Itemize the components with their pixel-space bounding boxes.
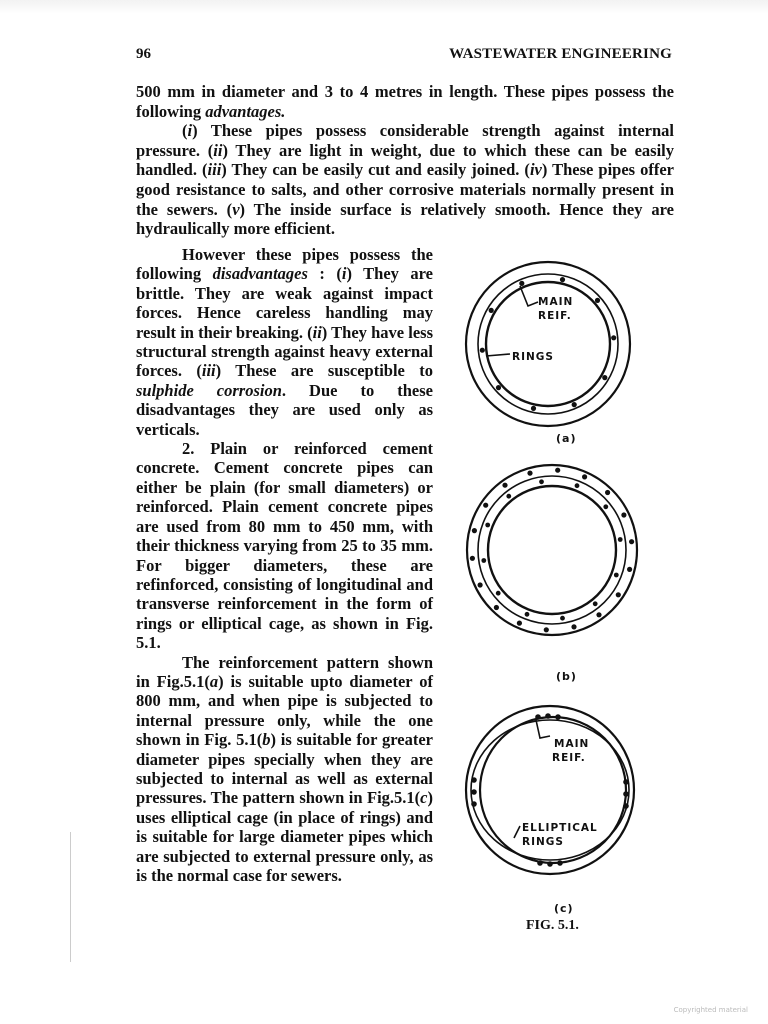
italic-run: i: [341, 264, 347, 284]
label-reif-c: REIF.: [552, 752, 586, 764]
reinforcement-bar: [535, 714, 541, 720]
text-run: ) uses elliptical cage (in place of rings) and is suitable for large diameter pipes which are subjected to external pressure only, as is the normal case for sewers.: [136, 788, 433, 885]
reinforcement-bar: [560, 616, 565, 621]
label-main-c: MAIN: [554, 738, 590, 750]
running-head: WASTEWATER ENGINEERING: [449, 46, 672, 62]
figure-5-1: [462, 250, 652, 950]
reinforcement-bar: [494, 605, 499, 610]
reinforcement-bar: [478, 582, 483, 587]
text-run: ) They have less structural strength against heavy external forces. (: [136, 322, 433, 381]
caption-b: (b): [556, 670, 577, 683]
paragraph-advantages: [136, 121, 674, 239]
italic-run: disadvantages: [212, 264, 308, 284]
text-run: ) is suitable for greater diameter pipes specially when they are subjected to internal as well as external pressures. The pattern shown in Fig.5.1(: [136, 730, 433, 808]
italic-run: sulphide corrosion: [136, 380, 282, 400]
scan-edge: [0, 0, 768, 14]
reinforcement-bar: [593, 601, 598, 606]
page-header: [136, 46, 672, 68]
label-reif-a: REIF.: [538, 310, 572, 322]
reinforcement-bar: [623, 779, 629, 785]
reinforcement-bar: [621, 512, 626, 517]
reinforcement-dots-b: [470, 468, 634, 633]
reinforcement-bar: [525, 612, 530, 617]
italic-run: v: [232, 199, 240, 219]
reinforcement-bar: [545, 713, 551, 719]
text-run: ) They are light in weight, due to which these can be easily handled. (: [136, 140, 674, 180]
text-run: . Due to these disadvantages they are used only as verticals.: [136, 380, 433, 439]
reinforcement-bar: [544, 627, 549, 632]
reinforcement-bar: [572, 402, 577, 407]
pipe-section-b: [467, 465, 637, 635]
reinforcement-bar: [517, 621, 522, 626]
italic-run: ii: [213, 140, 223, 160]
section-heading: 2. Plain or reinforced cement concrete.: [136, 439, 433, 478]
reinforcement-bar: [611, 335, 616, 340]
label-rings-c: RINGS: [522, 836, 564, 848]
leader-main-reif-a: [520, 286, 538, 306]
reinforcement-bar: [480, 348, 485, 353]
reinforcement-bar: [603, 504, 608, 509]
reinforcement-bar: [489, 308, 494, 313]
text-run: However these pipes possess the following: [136, 245, 433, 284]
reinforcement-bar: [614, 573, 619, 578]
leader-elliptical-c: [514, 826, 520, 838]
reinforcement-bar: [560, 277, 565, 282]
italic-run: i: [187, 121, 193, 141]
reinforcement-bar: [575, 483, 580, 488]
reinforcement-bar: [557, 860, 563, 866]
caption-c: (c): [554, 902, 574, 915]
text-run: ) These pipes offer good resistance to salts, and other corrosive materials normally present in the sewers. (: [136, 160, 675, 219]
paragraph-disadvantages: [136, 245, 433, 439]
figure-caption: FIG. 5.1.: [526, 918, 579, 933]
reinforcement-bar: [623, 791, 629, 797]
reinforcement-bar: [618, 537, 623, 542]
reinforcement-bar: [605, 490, 610, 495]
reinforcement-bar: [496, 385, 501, 390]
reinforcement-bar: [547, 861, 553, 867]
column-text: [136, 245, 433, 885]
reinforcement-bar: [623, 803, 629, 809]
reinforcement-bar: [595, 298, 600, 303]
paragraph-intro: 500 mm in diameter and 3 to 4 metres in length. These pipes possess the following advantages.: [136, 82, 674, 121]
reinforcement-bar: [470, 556, 475, 561]
text-run: ) The inside surface is relatively smooth. Hence they are hydraulically more efficient.: [136, 199, 675, 239]
reinforcement-bar: [502, 483, 507, 488]
reinforcement-bar: [531, 406, 536, 411]
paragraph-cement-concrete: 2. Plain or reinforced cement concrete. Cement concrete pipes can either be plain (for small diameters) or reinforced. Plain cement concrete pipes are used from 80 mm to 450 mm, with their thickness varying from 25 to 35 mm. For bigger diameters, these are refinforced, consisting of longitudinal and transverse reinforcement in the form of rings or elliptical cage, as shown in Fig. 5.1.: [136, 439, 433, 653]
label-main-a: MAIN: [538, 296, 574, 308]
text-run: : (: [307, 264, 342, 284]
text-run: ) is suitable upto diameter of 800 mm, and when pipe is subjected to internal pressure only, while the one shown in Fig. 5.1(: [136, 671, 433, 750]
reinforcement-bar: [519, 281, 524, 286]
reinforcement-bar: [596, 612, 601, 617]
reinforcement-bar: [483, 503, 488, 508]
italic-run: iii: [207, 160, 222, 180]
label-elliptical-c: ELLIPTICAL: [522, 822, 598, 834]
text-run: (: [182, 121, 188, 141]
leader-main-reif-c: [536, 720, 550, 738]
reinforcement-bar: [471, 777, 477, 783]
italic-run: b: [262, 730, 271, 750]
full-width-text: [136, 82, 674, 239]
reinforcement-bar: [555, 468, 560, 473]
reinforcement-bar: [571, 624, 576, 629]
reinforcement-bar: [582, 474, 587, 479]
italic-run: ii: [312, 322, 322, 342]
paragraph-reinforcement: [136, 653, 433, 886]
text-run: ) These are susceptible to: [215, 361, 433, 381]
reinforcement-bar: [472, 528, 477, 533]
reinforcement-bar: [627, 567, 632, 572]
reinforcement-bar: [527, 471, 532, 476]
reinforcement-bar: [616, 592, 621, 597]
pipe-section-a: [466, 262, 630, 426]
copyright-notice: Copyrighted material: [673, 1006, 748, 1014]
reinforcement-bar: [629, 539, 634, 544]
leader-rings-a: [486, 354, 510, 356]
italic-run: iii: [201, 361, 216, 381]
reinforcement-bar: [537, 860, 543, 866]
page-number: 96: [136, 46, 151, 62]
text-run: ) These pipes possess considerable strength against internal pressure. (: [136, 121, 674, 160]
reinforcement-bar: [481, 558, 486, 563]
italic-run: a: [209, 671, 219, 691]
text-run: ) They are brittle. They are weak against impact forces. Hence careless handling may result in their breaking. (: [136, 264, 433, 342]
reinforcement-bar: [555, 714, 561, 720]
text-run: The reinforcement pattern shown in Fig.5.1(: [136, 652, 433, 691]
label-rings-a: RINGS: [512, 351, 554, 363]
reinforcement-bar: [496, 591, 501, 596]
reinforcement-bar: [471, 801, 477, 807]
scan-margin-line: [70, 832, 71, 962]
reinforcement-bar: [539, 479, 544, 484]
reinforcement-bar: [485, 523, 490, 528]
text-run: ) They can be easily cut and easily joined. (: [221, 160, 530, 180]
reinforcement-bar: [506, 494, 511, 499]
pipe-section-c: [466, 706, 634, 874]
italic-run: c: [420, 788, 428, 808]
caption-a: (a): [556, 432, 577, 445]
reinforcement-bar: [602, 375, 607, 380]
reinforcement-bar: [471, 789, 477, 795]
italic-run: iv: [529, 160, 542, 180]
